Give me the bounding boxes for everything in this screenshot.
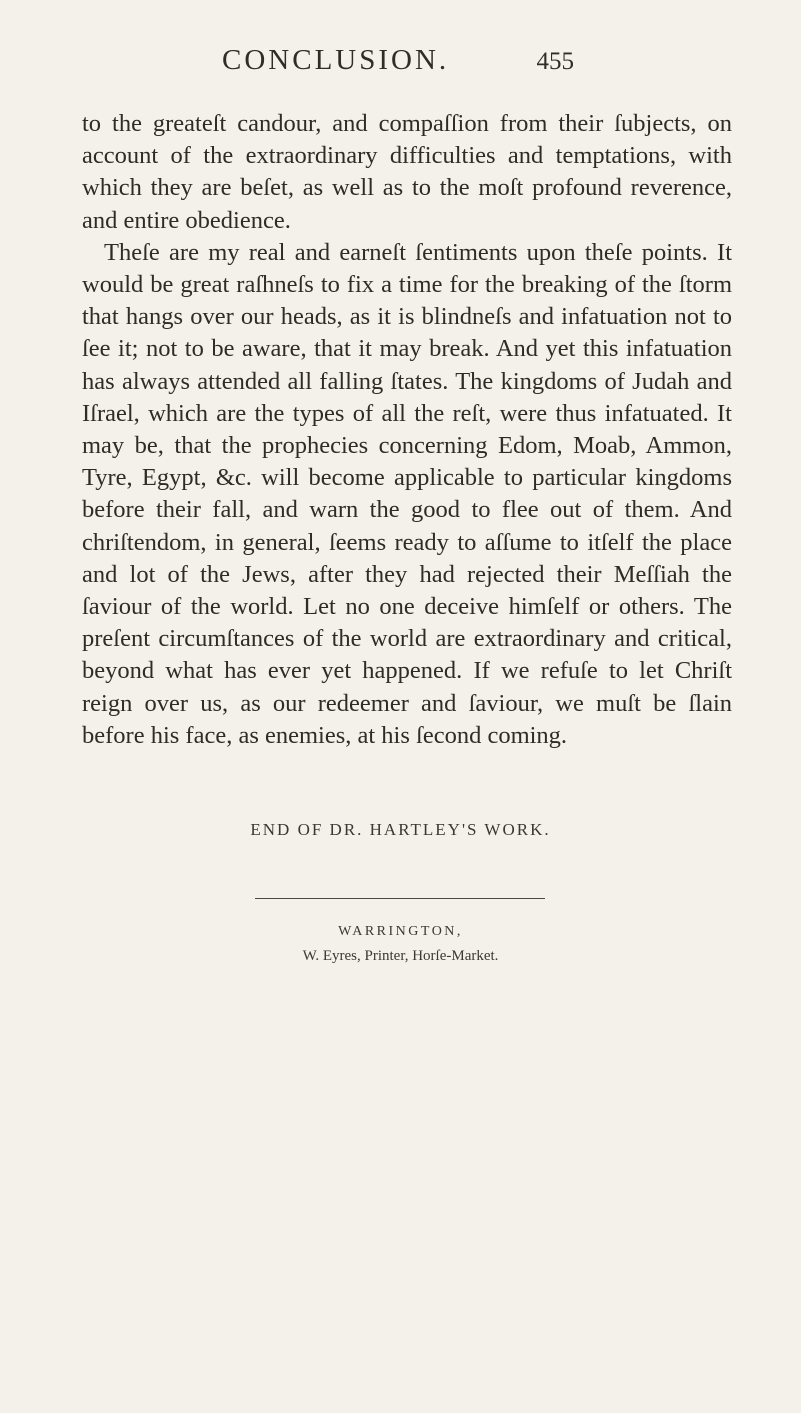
page-header xyxy=(222,44,582,77)
paragraph: to the greateſt candour, and compaſſion from their ſubjects, on account of the extraordinary difficulties and temptations, with which they are beſet, as well as to the moſt profound reverence, and entire obedience. xyxy=(82,110,732,234)
end-note: END OF DR. HARTLEY'S WORK. xyxy=(250,820,551,839)
page-number: 455 xyxy=(536,48,574,75)
divider-rule xyxy=(255,898,545,899)
body-text xyxy=(82,108,732,752)
paragraph: Theſe are my real and earneſt ſentiments upon theſe points. It would be great raſhneſs to fix a time for the breaking of the ſtorm that hangs over our heads, as it is blindneſs and infatuation not to ſee it; not to be aware, that it may break. And yet this infatuation has always attended all falling ſtates. The kingdoms of Judah and Iſrael, which are the types of all the reſt, were thus infatuated. It may be, that the prophecies concerning Edom, Moab, Ammon, Tyre, Egypt, &c. will become applicable to particular kingdoms before their fall, and warn the good to flee out of them. And chriſtendom, in general, ſeems ready to aſſume to itſelf the place and lot of the Jews, after they had rejected their Meſſiah the ſaviour of the world. Let no one deceive himſelf or others. The preſent circumſtances of the world are extraordinary and critical, beyond what has ever yet happened. If we refuſe to let Chriſt reign over us, as our redeemer and ſaviour, we muſt be ſlain before his face, as enemies, at his ſecond coming. xyxy=(82,238,732,749)
imprint-place: WARRINGTON, xyxy=(338,924,463,939)
running-title: CONCLUSION. xyxy=(222,44,450,76)
imprint-printer: W. Eyres, Printer, Horſe-Market. xyxy=(302,948,499,964)
